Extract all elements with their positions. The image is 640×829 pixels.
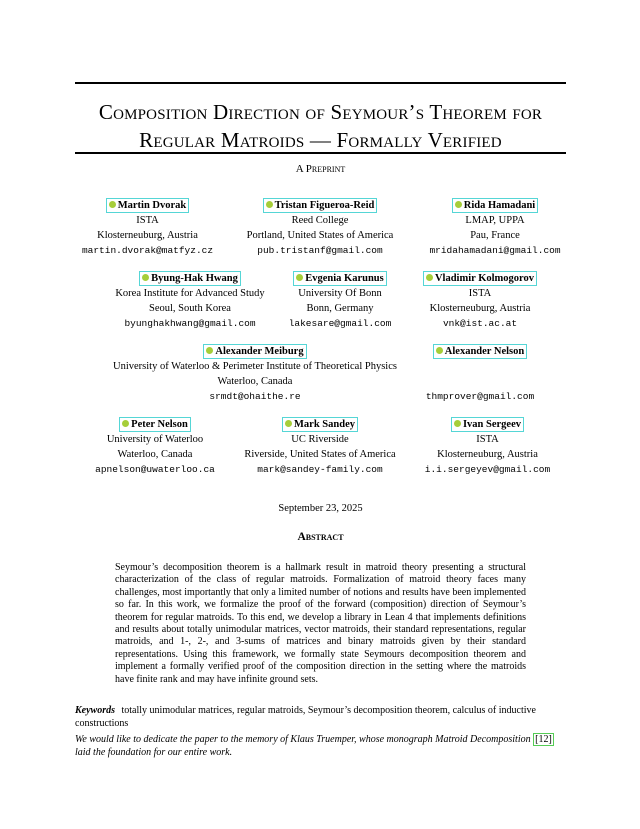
orcid-icon: [109, 201, 116, 208]
author-location: Waterloo, Canada: [217, 376, 293, 387]
author-location: Klosterneuburg, Austria: [429, 303, 531, 314]
author-block: [415, 198, 575, 258]
author-name: Byung-Hak Hwang: [151, 273, 238, 284]
author-name-link[interactable]: [139, 271, 241, 286]
author-affiliation: Korea Institute for Advanced Study: [115, 288, 265, 299]
author-block: [80, 417, 230, 477]
author-block: [225, 198, 415, 258]
author-location: Portland, United States of America: [246, 230, 394, 241]
author-email[interactable]: byunghakhwang@gmail.com: [124, 318, 256, 329]
orcid-icon: [266, 201, 273, 208]
dedication-text-after: laid the foundation for our entire work.: [75, 747, 233, 758]
author-block: [410, 417, 565, 477]
keywords-text: totally unimodular matrices, regular matroids, Seymour’s decomposition theorem, calculus of inductive constructions: [75, 705, 536, 729]
author-name-link[interactable]: [203, 344, 306, 359]
orcid-icon: [436, 347, 443, 354]
author-name-link[interactable]: [452, 198, 538, 213]
orcid-icon: [454, 420, 461, 427]
author-location: Klosterneuburg, Austria: [97, 230, 198, 241]
author-affiliation: ISTA: [476, 434, 499, 445]
author-block: [90, 344, 420, 404]
author-location: Klosterneuburg, Austria: [437, 449, 538, 460]
preprint-label: A Preprint: [295, 163, 346, 175]
author-name-link[interactable]: [433, 344, 527, 359]
citation-link[interactable]: [12]: [535, 734, 552, 745]
author-name-link[interactable]: [451, 417, 524, 432]
author-affiliation: UC Riverside: [291, 434, 349, 445]
orcid-icon: [285, 420, 292, 427]
author-block: [405, 271, 555, 331]
author-affiliation: University Of Bonn: [298, 288, 382, 299]
author-name: Peter Nelson: [131, 419, 188, 430]
author-name: Alexander Nelson: [444, 346, 525, 357]
orcid-icon: [455, 201, 462, 208]
author-affiliation: University of Waterloo: [106, 434, 204, 445]
title-line-1: Composition Direction of Seymour’s Theorem for: [98, 100, 543, 124]
orcid-icon: [206, 347, 213, 354]
author-email[interactable]: lakesare@gmail.com: [288, 318, 392, 329]
orcid-icon: [142, 274, 149, 281]
author-name: Tristan Figueroa-Reid: [274, 200, 375, 211]
author-location: Riverside, United States of America: [244, 449, 396, 460]
orcid-icon: [122, 420, 129, 427]
author-email[interactable]: srmdt@ohaithe.re: [209, 391, 301, 402]
title-top-rule: [75, 82, 566, 84]
keywords-line: [75, 704, 566, 730]
author-location: Seoul, South Korea: [149, 303, 231, 314]
author-name: Rida Hamadani: [463, 200, 536, 211]
author-affiliation: ISTA: [468, 288, 492, 299]
paper-date: September 23, 2025: [278, 503, 363, 514]
author-location: Waterloo, Canada: [117, 449, 193, 460]
author-email[interactable]: mark@sandey-family.com: [257, 464, 383, 475]
author-email[interactable]: mridahamadani@gmail.com: [429, 245, 561, 256]
author-name-link[interactable]: [282, 417, 358, 432]
orcid-icon: [296, 274, 303, 281]
author-email[interactable]: martin.dvorak@matfyz.cz: [81, 245, 214, 256]
author-name: Ivan Sergeev: [462, 419, 522, 430]
dedication: [75, 733, 566, 759]
author-block: [410, 344, 550, 404]
orcid-icon: [426, 274, 433, 281]
author-affiliation: [410, 359, 550, 374]
author-email[interactable]: apnelson@uwaterloo.ca: [95, 464, 215, 475]
author-location: [410, 374, 550, 389]
author-name-link[interactable]: [293, 271, 386, 286]
abstract-heading: Abstract: [297, 531, 344, 543]
title-line-2: Regular Matroids — Formally Verified: [139, 128, 502, 152]
author-name-link[interactable]: [106, 198, 190, 213]
author-block: [95, 271, 285, 331]
paper-title: [75, 98, 566, 154]
author-block: [270, 271, 410, 331]
author-name: Vladimir Kolmogorov: [434, 273, 535, 284]
author-email[interactable]: thmprover@gmail.com: [425, 391, 535, 402]
author-email[interactable]: pub.tristanf@gmail.com: [257, 245, 383, 256]
author-affiliation: ISTA: [136, 215, 159, 226]
author-name: Alexander Meiburg: [215, 346, 304, 357]
author-block: [225, 417, 415, 477]
author-name: Martin Dvorak: [117, 200, 187, 211]
keywords-label: Keywords: [75, 705, 115, 716]
author-email[interactable]: vnk@ist.ac.at: [442, 318, 518, 329]
author-location: Pau, France: [470, 230, 520, 241]
author-name-link[interactable]: [423, 271, 537, 286]
author-location: Bonn, Germany: [306, 303, 374, 314]
abstract-text: Seymour’s decomposition theorem is a hallmark result in matroid theory presenting a structural characterization of the class of regular matroids. Formalization of matroid theory faces many challenges, most importantly that only a limited number of notions and results have been implemented so far. In this work, we formalize the proof of the forward (composition) direction of Seymour’s theorem for regular matroids. To this end, we develop a library in Lean 4 that implements definitions and results about totally unimodular matrices, vector matroids, their standard representations, regular matroids, and 1-, 2-, and 3-sums of matrices and binary matroids given by their standard representations. Using this framework, we formally state Seymours decomposition theorem and implement a formally verified proof of the composition direction in the setting where the matroids have finite rank and may have infinite ground sets.: [115, 562, 526, 685]
author-affiliation: University of Waterloo & Perimeter Institute of Theoretical Physics: [113, 361, 397, 372]
author-affiliation: LMAP, UPPA: [465, 215, 525, 226]
author-name-link[interactable]: [119, 417, 191, 432]
author-block: [75, 198, 220, 258]
author-name: Evgenia Karunus: [305, 273, 384, 284]
author-name-link[interactable]: [263, 198, 378, 213]
author-name: Mark Sandey: [294, 419, 355, 430]
dedication-text-before: We would like to dedicate the paper to the memory of Klaus Truemper, whose monograph Matroid Decomposition: [75, 734, 534, 745]
author-affiliation: Reed College: [291, 215, 349, 226]
title-bottom-rule: [75, 152, 566, 154]
author-email[interactable]: i.i.sergeyev@gmail.com: [424, 464, 551, 475]
